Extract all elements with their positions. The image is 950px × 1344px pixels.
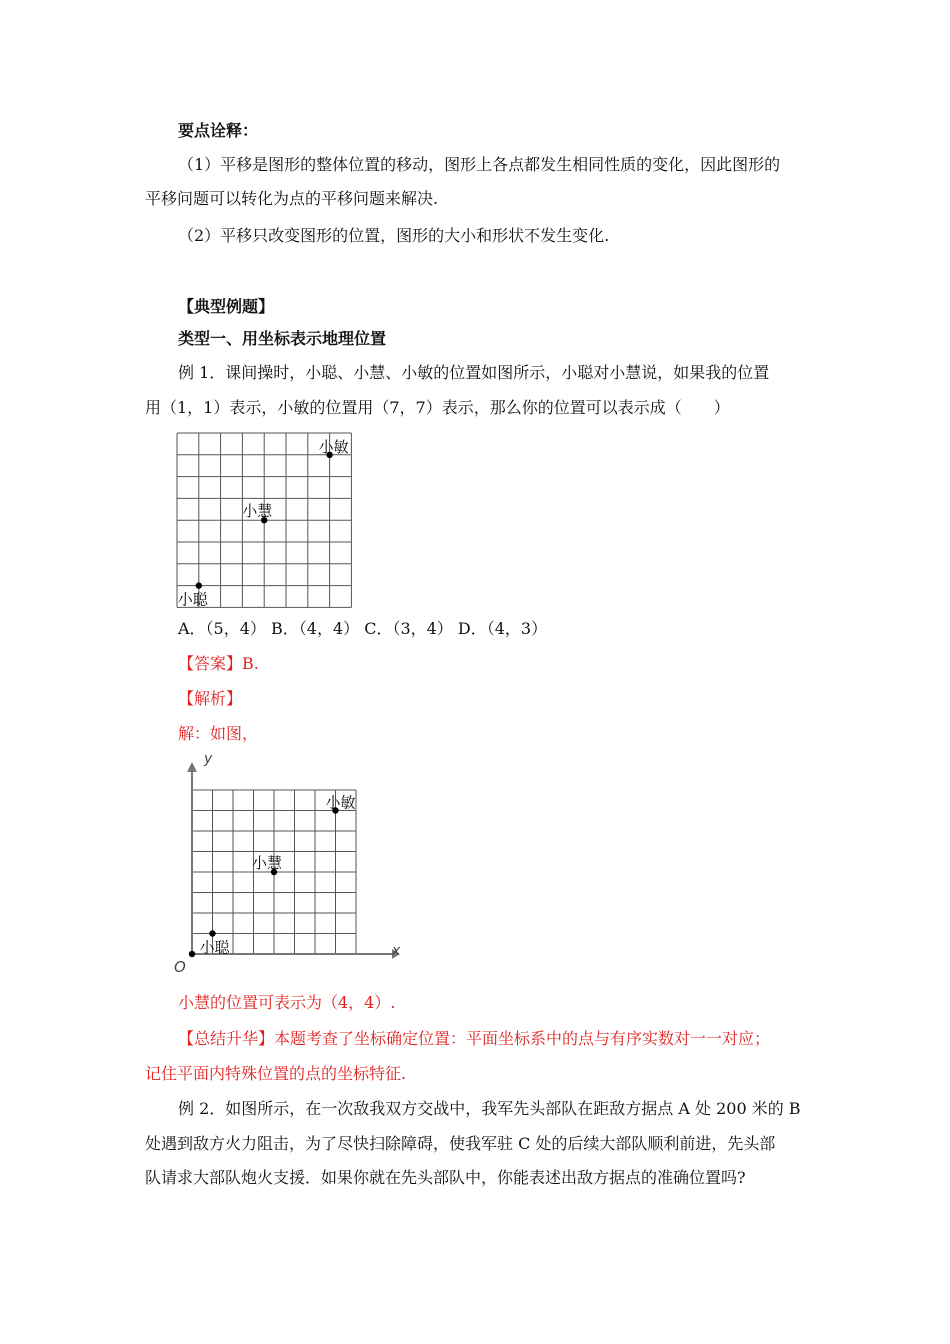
xiaocong-label: 小聪 [177,590,208,609]
example-1-line-2: 用（1，1）表示，小敏的位置用（7，7）表示，那么你的位置可以表示成（ ） [145,398,730,417]
type-one-title: 类型一、用坐标表示地理位置 [178,329,387,348]
summary-line-1: 【总结升华】本题考查了坐标确定位置：平面坐标系中的点与有序实数对一一对应； [178,1029,771,1048]
example-1-line-1: 例 1．课间操时，小聪、小慧、小敏的位置如图所示，小聪对小慧说，如果我的位置 [178,363,770,382]
summary-line-2: 记住平面内特殊位置的点的坐标特征. [145,1064,407,1083]
xiaocong-point [209,930,215,936]
example-1-conclusion: 小慧的位置可表示为（4，4）. [178,993,396,1012]
example-1-analysis-title: 【解析】 [178,689,243,708]
section-title: 【典型例题】 [178,297,275,316]
example-1-answer: 【答案】B. [178,654,259,673]
origin-point [189,951,195,957]
xiaocong-point [196,582,202,588]
example-1-grid-figure [176,432,356,609]
x-axis-label: x [392,943,401,959]
example-2-line-1: 例 2．如图所示，在一次敌我双方交战中，我军先头部队在距敌方据点 A 处 200 米的 B [178,1099,801,1118]
key-point-1-line-1: （1）平移是图形的整体位置的移动，图形上各点都发生相同性质的变化，因此图形的 [178,155,781,174]
xiaohui-label: 小慧 [252,854,283,872]
example-1-solution-intro: 解：如图， [178,724,259,743]
example-1-axes-figure [170,748,410,980]
y-axis-arrow [187,762,197,772]
key-point-1-line-2: 平移问题可以转化为点的平移问题来解决. [145,189,439,208]
example-2-line-3: 队请求大部队炮火支援．如果你就在先头部队中，你能表述出敌方据点的准确位置吗? [145,1168,746,1187]
example-1-options: A．（5，4） B．（4，4） C．（3，4） D．（4，3） [178,619,548,638]
xiaocong-label: 小聪 [199,938,230,957]
y-axis-label: y [204,751,213,767]
xiaomin-label: 小敏 [318,437,349,456]
xiaomin-label: 小敏 [325,793,356,812]
xiaohui-label: 小慧 [242,502,273,521]
example-2-line-2: 处遇到敌方火力阻击，为了尽快扫除障碍，使我军驻 C 处的后续大部队顺利前进，先头部 [145,1134,776,1153]
origin-label: O [174,958,186,976]
key-points-heading: 要点诠释： [178,121,259,140]
key-point-2: （2）平移只改变图形的位置，图形的大小和形状不发生变化. [178,226,610,245]
